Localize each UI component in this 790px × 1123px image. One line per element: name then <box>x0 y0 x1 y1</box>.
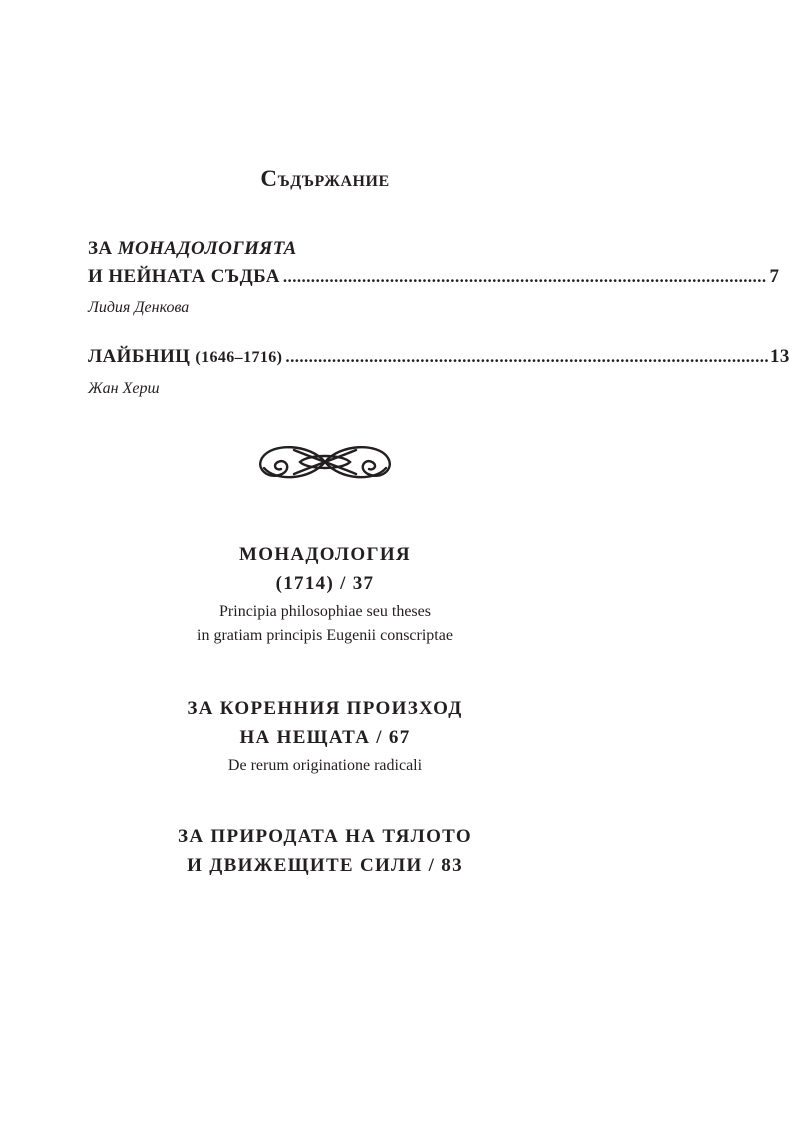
work-title-line: МОНАДОЛОГИЯ <box>239 544 411 565</box>
work-nature-of-body[interactable] <box>0 822 650 880</box>
toc-entry-author: Лидия Денкова <box>88 299 190 316</box>
toc-entry-page-number: 13 <box>770 346 790 367</box>
page-title: Съдържание <box>260 166 390 191</box>
work-subtitle-line: Principia philosophiae seu theses <box>219 603 431 620</box>
work-title-line: ЗА КОРЕННИЯ ПРОИЗХОД <box>187 698 463 719</box>
work-title-line: НА НЕЩАТА / 67 <box>239 727 411 748</box>
work-subtitle-line: in gratiam principis Eugenii conscriptae <box>197 627 453 644</box>
toc-entry-page-number: 7 <box>769 266 780 287</box>
flourish-ornament-icon <box>250 436 400 488</box>
toc-entry-years: (1646–1716) <box>195 349 283 366</box>
dot-leader: ........................................................................................................ <box>285 347 770 366</box>
toc-entry-leibniz[interactable] <box>88 343 790 402</box>
toc-entry-title-line: И НЕЙНАТА СЪДБА <box>88 266 280 287</box>
toc-entry-leader-row <box>88 343 790 372</box>
work-title-line: И ДВИЖЕЩИТЕ СИЛИ / 83 <box>187 855 463 876</box>
toc-entry-leader-row <box>88 263 780 291</box>
toc-entry-title: ЛАЙБНИЦ <box>88 346 191 367</box>
dot-leader: ........................................................................................................ <box>282 267 767 286</box>
toc-entry-monadology-fate[interactable] <box>88 235 780 321</box>
toc-entry-italic-title: МОНАДОЛОГИЯТА <box>117 238 297 259</box>
work-radical-origination[interactable] <box>0 694 650 778</box>
work-title-line: ЗА ПРИРОДАТА НА ТЯЛОТО <box>178 826 472 847</box>
toc-entry-title-line: ЗА МОНАДОЛОГИЯТА <box>88 238 297 259</box>
work-subtitle-line: De rerum originatione radicali <box>227 757 423 774</box>
toc-entry-author: Жан Херш <box>88 380 160 397</box>
work-monadology[interactable] <box>0 540 650 648</box>
work-title-line: (1714) / 37 <box>275 573 375 594</box>
